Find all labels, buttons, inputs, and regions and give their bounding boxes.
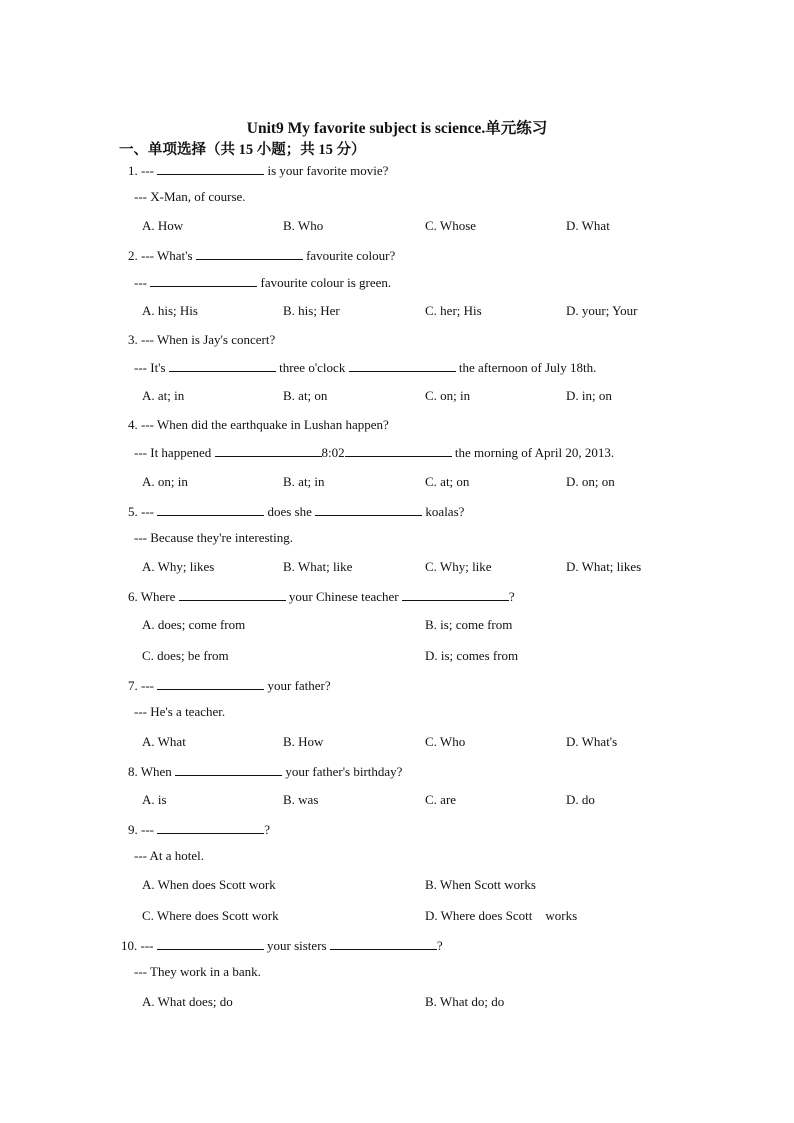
question-7-answer: --- He's a teacher. — [134, 704, 226, 719]
answer-blank[interactable] — [175, 763, 282, 776]
option-b[interactable]: B. at; on — [283, 388, 328, 403]
answer-blank[interactable] — [196, 247, 303, 260]
option-a[interactable]: A. When does Scott work — [142, 877, 276, 892]
answer-blank[interactable] — [157, 821, 264, 834]
question-3-answer: --- It's three o'clock the afternoon of July 18th. — [134, 360, 597, 375]
option-b[interactable]: B. at; in — [283, 474, 325, 489]
option-a[interactable]: A. on; in — [142, 474, 188, 489]
answer-blank[interactable] — [315, 503, 422, 516]
question-6-stem: 6. Where your Chinese teacher ? — [128, 589, 515, 604]
option-b[interactable]: B. What; like — [283, 559, 353, 574]
option-a[interactable]: A. What does; do — [142, 994, 233, 1009]
option-c[interactable]: C. on; in — [425, 388, 471, 403]
option-d[interactable]: D. What — [566, 218, 610, 233]
option-c[interactable]: C. Whose — [425, 218, 477, 233]
question-10-answer: --- They work in a bank. — [134, 964, 261, 979]
question-2-answer: --- favourite colour is green. — [134, 275, 392, 290]
question-9-stem: 9. --- ? — [128, 822, 271, 837]
question-1-answer: --- X-Man, of course. — [134, 189, 246, 204]
answer-blank[interactable] — [215, 444, 322, 457]
question-4-answer: --- It happened 8:02 the morning of April 20, 2013. — [134, 445, 615, 460]
option-d[interactable]: D. do — [566, 792, 595, 807]
option-b[interactable]: B. What do; do — [425, 994, 505, 1009]
question-9-answer: --- At a hotel. — [134, 848, 205, 863]
option-d[interactable]: D. is; comes from — [425, 648, 519, 663]
option-a[interactable]: A. his; His — [142, 303, 198, 318]
option-b[interactable]: B. is; come from — [425, 617, 513, 632]
question-5-answer: --- Because they're interesting. — [134, 530, 293, 545]
option-c[interactable]: C. does; be from — [142, 648, 229, 663]
question-5-stem: 5. --- does she koalas? — [128, 504, 465, 519]
section-heading: 一、单项选择（共 15 小题；共 15 分） — [119, 142, 366, 158]
option-d[interactable]: D. What; likes — [566, 559, 642, 574]
option-d[interactable]: D. on; on — [566, 474, 615, 489]
answer-blank[interactable] — [345, 444, 452, 457]
option-c[interactable]: C. her; His — [425, 303, 482, 318]
question-8-stem: 8. When your father's birthday? — [128, 764, 403, 779]
option-a[interactable]: A. does; come from — [142, 617, 246, 632]
answer-blank[interactable] — [179, 588, 286, 601]
option-b[interactable]: B. Who — [283, 218, 324, 233]
option-a[interactable]: A. at; in — [142, 388, 185, 403]
option-b[interactable]: B. How — [283, 734, 324, 749]
question-2-stem: 2. --- What's favourite colour? — [128, 248, 396, 263]
option-c[interactable]: C. Why; like — [425, 559, 492, 574]
answer-blank[interactable] — [349, 359, 456, 372]
answer-blank[interactable] — [402, 588, 509, 601]
option-c[interactable]: C. are — [425, 792, 457, 807]
answer-blank[interactable] — [330, 937, 437, 950]
option-c[interactable]: C. Who — [425, 734, 466, 749]
question-3-stem: 3. --- When is Jay's concert? — [128, 332, 276, 347]
option-a[interactable]: A. Why; likes — [142, 559, 215, 574]
option-d[interactable]: D. Where does Scott works — [425, 908, 578, 923]
option-c[interactable]: C. Where does Scott work — [142, 908, 279, 923]
option-a[interactable]: A. How — [142, 218, 184, 233]
answer-blank[interactable] — [157, 937, 264, 950]
answer-blank[interactable] — [169, 359, 276, 372]
option-b[interactable]: B. his; Her — [283, 303, 340, 318]
option-b[interactable]: B. was — [283, 792, 319, 807]
answer-blank[interactable] — [150, 274, 257, 287]
answer-blank[interactable] — [157, 162, 264, 175]
option-d[interactable]: D. in; on — [566, 388, 612, 403]
answer-blank[interactable] — [157, 503, 264, 516]
answer-blank[interactable] — [157, 677, 264, 690]
option-a[interactable]: A. What — [142, 734, 186, 749]
question-1-stem: 1. --- is your favorite movie? — [128, 163, 389, 178]
question-7-stem: 7. --- your father? — [128, 678, 331, 693]
option-d[interactable]: D. What's — [566, 734, 618, 749]
page-title: Unit9 My favorite subject is science.单元练习 — [246, 120, 548, 137]
question-4-stem: 4. --- When did the earthquake in Lushan happen? — [128, 417, 389, 432]
option-b[interactable]: B. When Scott works — [425, 877, 536, 892]
option-c[interactable]: C. at; on — [425, 474, 470, 489]
option-a[interactable]: A. is — [142, 792, 167, 807]
question-10-stem: 10. --- your sisters ? — [121, 938, 443, 953]
option-d[interactable]: D. your; Your — [566, 303, 638, 318]
